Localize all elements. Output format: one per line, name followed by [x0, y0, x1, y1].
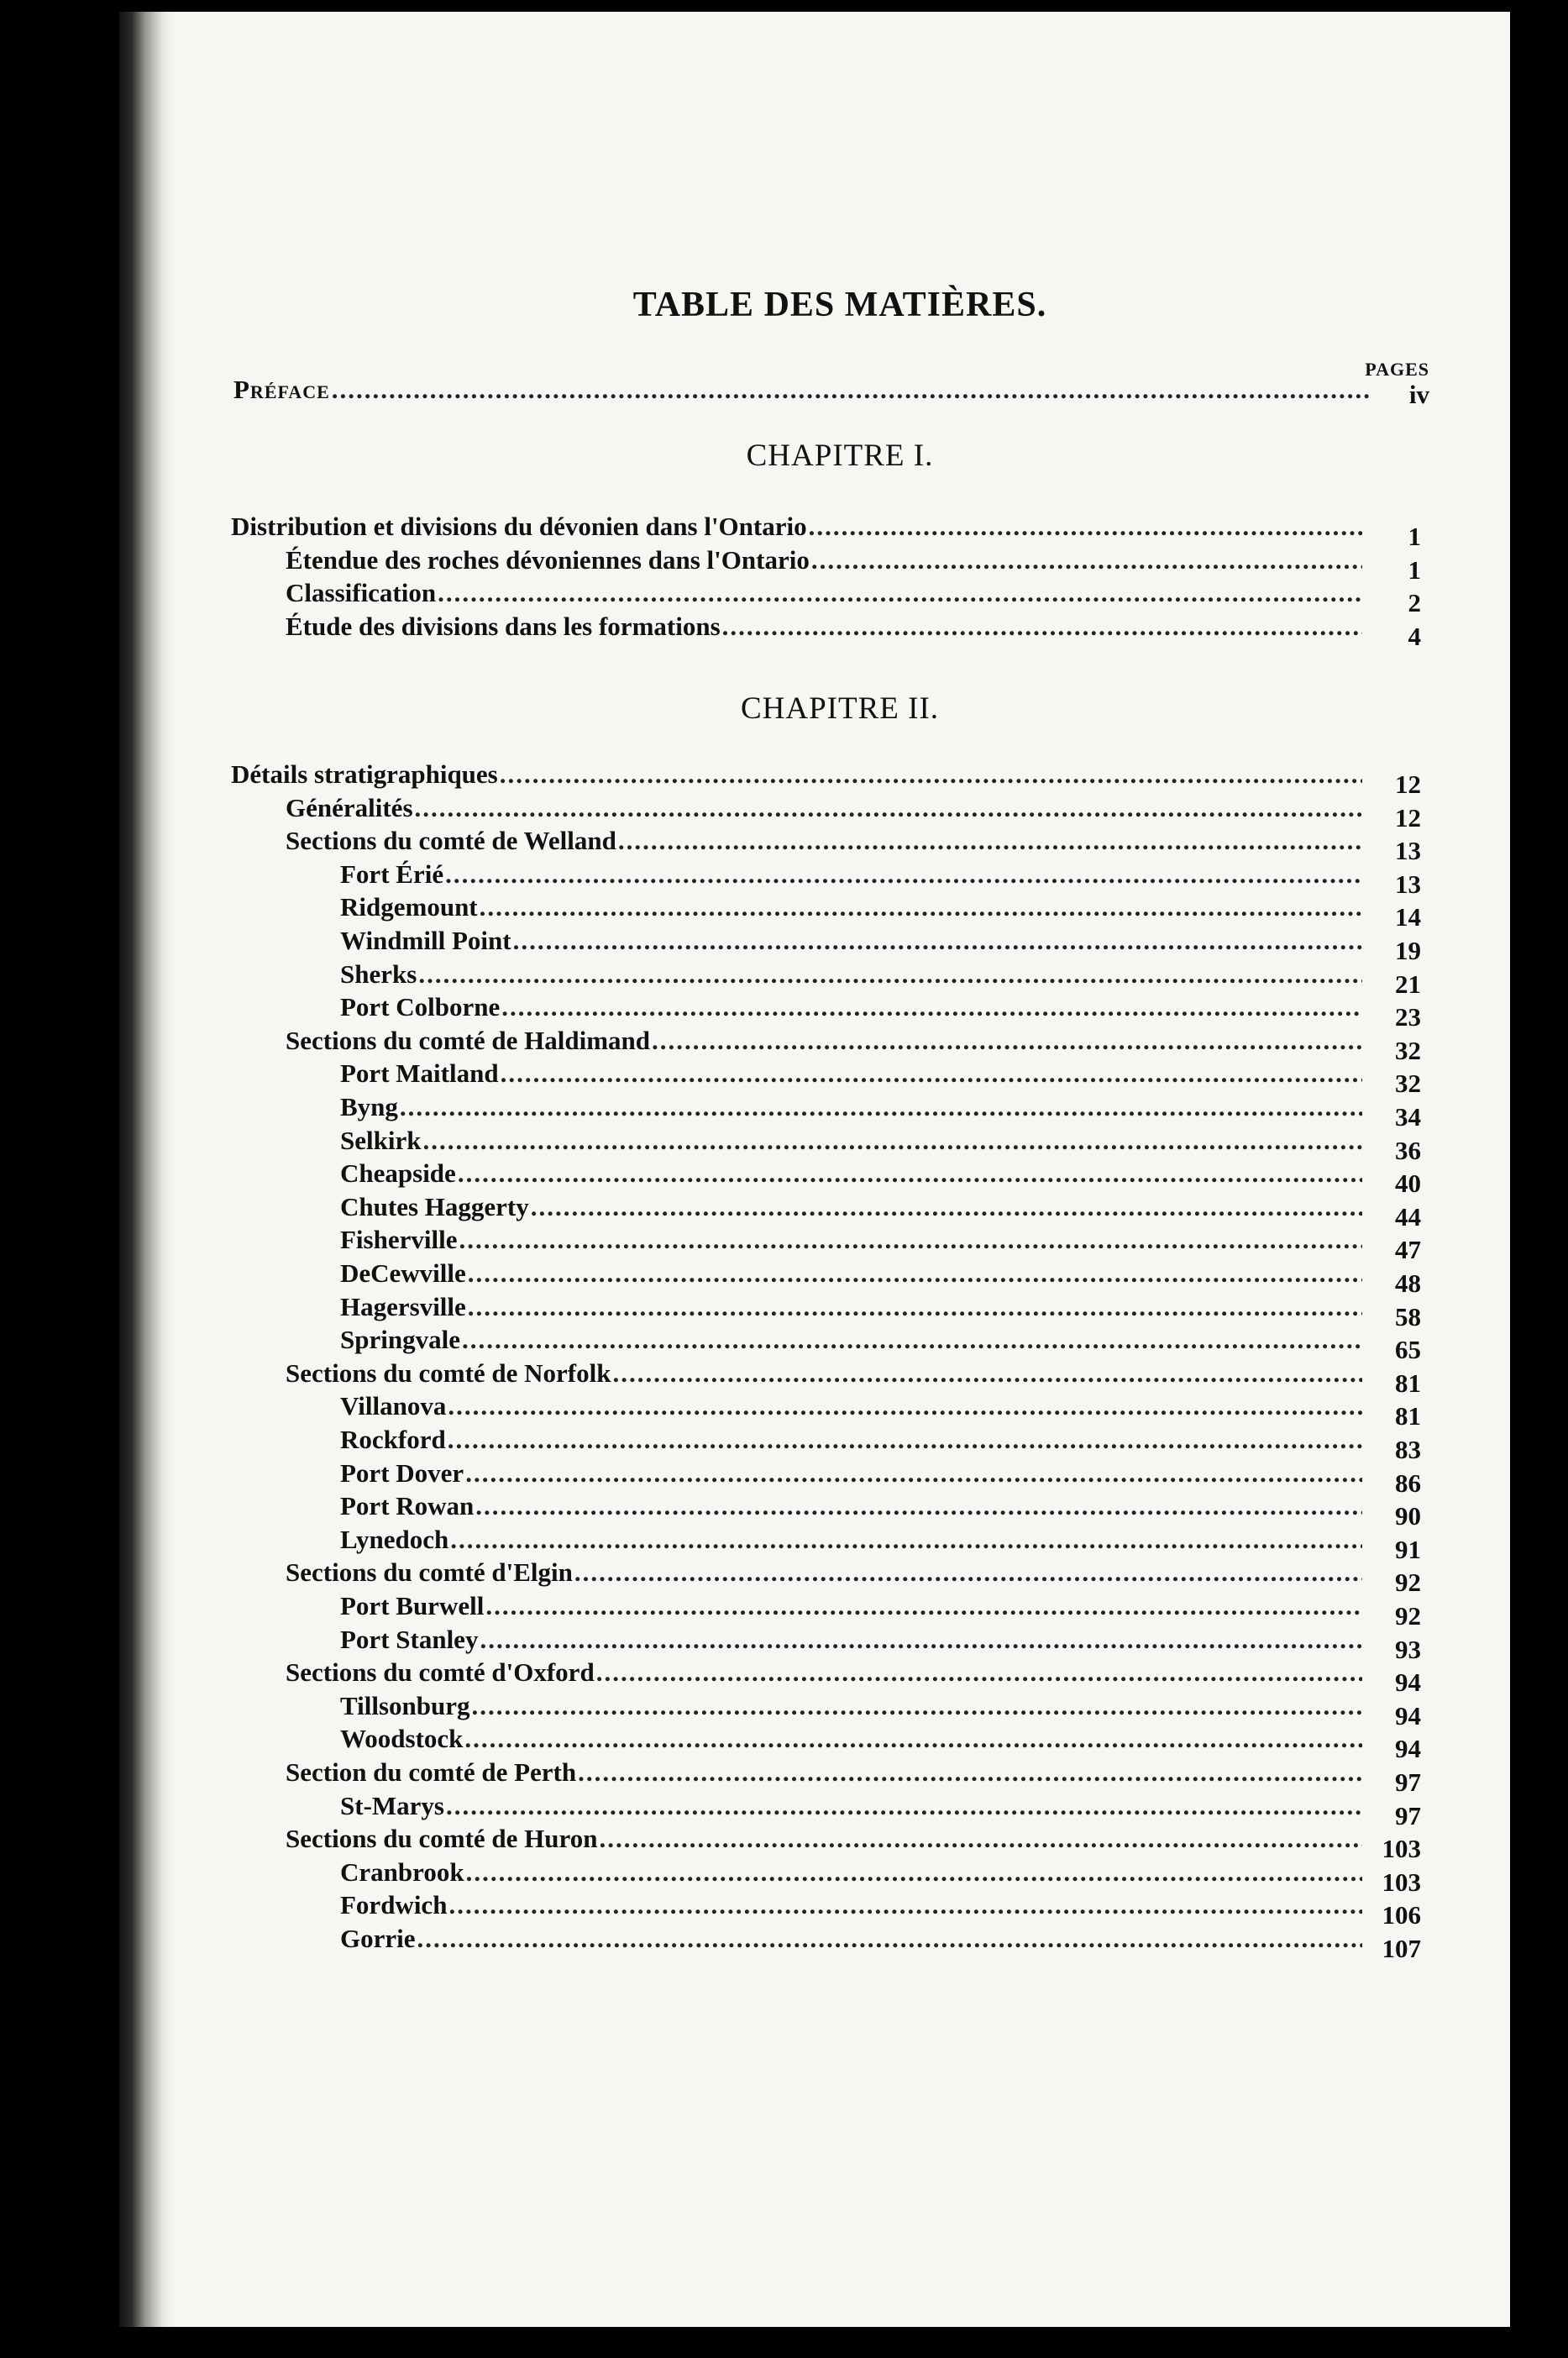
toc-entry-label: Sections du comté d'Oxford [286, 1657, 595, 1688]
toc-entry-page: 92 [1395, 1601, 1421, 1631]
toc-entry [340, 1491, 1421, 1531]
toc-entry-label: Détails stratigraphiques [231, 759, 498, 789]
toc-entry-page: 36 [1395, 1135, 1421, 1165]
toc-entry-label: Port Dover [340, 1457, 464, 1488]
toc-entry-page: 58 [1395, 1301, 1421, 1331]
toc-entry-page: 12 [1395, 769, 1421, 799]
leader-dots [501, 992, 1362, 1022]
toc-entry [340, 1924, 1421, 1963]
toc-entry [286, 611, 1421, 651]
leader-dots [722, 612, 1362, 642]
toc-entry-label: Classification [286, 578, 437, 608]
toc-entry-page: 14 [1395, 902, 1421, 932]
toc-entry-page: 2 [1408, 588, 1421, 618]
toc-entry-label: Lynedoch [340, 1524, 449, 1554]
leader-dots [513, 926, 1362, 956]
toc-entry-page: 47 [1395, 1235, 1421, 1265]
toc-entry-page: 65 [1395, 1335, 1421, 1365]
leader-dots [450, 1525, 1362, 1555]
leader-dots [448, 1890, 1362, 1920]
toc-entry [340, 859, 1421, 899]
toc-entry [340, 958, 1421, 999]
toc-entry-label: Hagersville [340, 1291, 466, 1321]
toc-entry-label: Villanova [340, 1391, 447, 1421]
toc-entry-page: 97 [1395, 1767, 1421, 1797]
leader-dots [501, 1058, 1362, 1089]
toc-entry-label: St-Marys [340, 1790, 444, 1820]
leader-dots [618, 826, 1362, 856]
leader-dots [464, 1724, 1362, 1754]
toc-entry [340, 1391, 1421, 1431]
toc-entry-page: 1 [1408, 554, 1421, 585]
toc-entry-page: 97 [1395, 1800, 1421, 1830]
leader-dots [480, 1625, 1362, 1655]
toc-entry [340, 1291, 1421, 1331]
leader-dots [438, 578, 1362, 608]
toc-entry-page: 4 [1408, 621, 1421, 651]
leader-dots [418, 959, 1362, 990]
toc-entry [340, 1457, 1421, 1498]
toc-entry-page: 19 [1395, 936, 1421, 965]
toc-entry-label: Gorrie [340, 1924, 416, 1953]
toc-entry [340, 1790, 1421, 1830]
toc-entry [286, 1757, 1421, 1797]
toc-entry [340, 1624, 1421, 1664]
leader-dots [472, 1691, 1362, 1721]
leader-dots [468, 1292, 1362, 1322]
toc-entry [340, 1125, 1421, 1165]
toc-entry-label: Généralités [286, 792, 413, 822]
leader-dots [475, 1491, 1362, 1521]
leader-dots [596, 1657, 1362, 1688]
toc-entry-page: 92 [1395, 1568, 1421, 1598]
toc-entry [286, 544, 1421, 585]
toc-entry [340, 1890, 1421, 1930]
toc-entry-label: Port Rowan [340, 1491, 475, 1521]
toc-entry-label: Woodstock [340, 1724, 464, 1754]
toc-entry-page: 90 [1395, 1501, 1421, 1531]
toc-entry-page: iv [1408, 380, 1429, 409]
toc-entry-label: Fort Érié [340, 859, 444, 889]
leader-dots [531, 1192, 1362, 1222]
leader-dots [415, 793, 1362, 823]
toc-entry [286, 1358, 1421, 1398]
toc-entry [231, 512, 1421, 551]
leader-dots [500, 759, 1362, 790]
toc-entry-label: Sections du comté de Huron [286, 1824, 598, 1854]
toc-entry-page: 12 [1395, 802, 1421, 832]
toc-entry [340, 892, 1421, 932]
toc-entry-page: 81 [1395, 1401, 1421, 1431]
toc-entry [340, 926, 1421, 965]
chapter-heading: CHAPITRE I. [746, 439, 934, 473]
toc-entry [340, 1058, 1421, 1099]
toc-entry-label: Sections du comté d'Elgin [286, 1557, 573, 1588]
toc-entry [340, 1158, 1421, 1199]
toc-entry-page: 83 [1395, 1435, 1421, 1464]
leader-dots [448, 1425, 1362, 1455]
document-page [119, 12, 1510, 2327]
toc-entry-page: 103 [1382, 1867, 1421, 1897]
toc-entry-label: Port Stanley [340, 1624, 479, 1654]
leader-dots [574, 1557, 1362, 1588]
toc-entry [286, 826, 1421, 866]
toc-entry-label: Section du comté de Perth [286, 1757, 577, 1787]
toc-entry-label: Chutes Haggerty [340, 1191, 529, 1221]
leader-dots [459, 1225, 1362, 1255]
toc-entry-label: Distribution et divisions du dévonien dans l'Ontario [231, 512, 807, 541]
toc-entry-page: 107 [1382, 1934, 1421, 1963]
toc-entry-label: DeCewville [340, 1258, 466, 1288]
toc-entry-label: Byng [340, 1092, 398, 1121]
toc-entry [286, 1025, 1421, 1065]
toc-entry-label: Springvale [340, 1325, 460, 1355]
toc-entry-page: 34 [1395, 1102, 1421, 1132]
toc-entry [340, 1191, 1421, 1232]
toc-entry [340, 1724, 1421, 1764]
toc-entry-label: Cranbrook [340, 1856, 464, 1887]
toc-entry-page: 94 [1395, 1700, 1421, 1730]
toc-entry-label: Port Colborne [340, 992, 501, 1022]
leader-dots [448, 1391, 1362, 1421]
toc-entry-label: Fordwich [340, 1890, 448, 1920]
toc-entry [286, 578, 1421, 618]
toc-entry-label: Selkirk [340, 1125, 422, 1155]
toc-entry [231, 759, 1421, 799]
toc-entry-page: 23 [1395, 1002, 1421, 1032]
toc-entry [286, 1657, 1421, 1698]
toc-entry [340, 1591, 1421, 1631]
toc-entry-label: Port Maitland [340, 1058, 499, 1089]
toc-entry-label: Étude des divisions dans les formations [286, 611, 721, 641]
leader-dots [466, 1857, 1362, 1888]
toc-entry [340, 1325, 1421, 1365]
toc-entry-label: Rockford [340, 1425, 446, 1454]
toc-entry-page: 94 [1395, 1667, 1421, 1698]
leader-dots [400, 1092, 1362, 1122]
toc-entry [340, 992, 1421, 1032]
toc-entry-page: 40 [1395, 1168, 1421, 1199]
leader-dots [332, 375, 1371, 405]
toc-entry [340, 1425, 1421, 1464]
leader-dots [652, 1026, 1362, 1056]
toc-entry [340, 1258, 1421, 1298]
toc-entry-page: 48 [1395, 1268, 1421, 1298]
leader-dots [468, 1258, 1362, 1289]
leader-dots [445, 859, 1362, 890]
toc-entry-label: Fisherville [340, 1225, 458, 1255]
toc-entry-page: 86 [1395, 1468, 1421, 1498]
toc-entry-page: 91 [1395, 1534, 1421, 1564]
toc-entry-label: Étendue des roches dévoniennes dans l'Ontario [286, 544, 810, 575]
toc-entry-page: 21 [1395, 969, 1421, 999]
toc-entry-label: Tillsonburg [340, 1690, 470, 1720]
leader-dots [462, 1325, 1362, 1355]
toc-entry-page: 94 [1395, 1734, 1421, 1764]
leader-dots [480, 892, 1362, 922]
toc-entry-label: Windmill Point [340, 926, 511, 955]
toc-entry [340, 1856, 1421, 1897]
toc-entry [286, 792, 1421, 832]
leader-dots [458, 1158, 1362, 1189]
toc-entry [286, 1824, 1421, 1864]
toc-entry-page: 32 [1395, 1035, 1421, 1065]
toc-entry-label: Ridgemount [340, 892, 478, 922]
leader-dots [811, 545, 1362, 575]
toc-entry [340, 1225, 1421, 1265]
toc-entry-page: 103 [1382, 1834, 1421, 1864]
leader-dots [417, 1924, 1362, 1954]
book-binding-shadow [119, 12, 175, 2327]
document-title: TABLE DES MATIÈRES. [632, 286, 1047, 324]
toc-entry-label: Sections du comté de Welland [286, 826, 616, 856]
leader-dots [446, 1791, 1362, 1821]
toc-entry-preface [233, 375, 1429, 408]
leader-dots [578, 1757, 1362, 1788]
leader-dots [612, 1358, 1362, 1389]
chapter-heading: CHAPITRE II. [740, 691, 940, 726]
leader-dots [465, 1458, 1362, 1489]
toc-entry [340, 1092, 1421, 1132]
toc-entry [340, 1524, 1421, 1564]
toc-entry-page: 13 [1395, 869, 1421, 899]
toc-entry-page: 1 [1408, 522, 1421, 551]
leader-dots [422, 1126, 1362, 1156]
leader-dots [599, 1824, 1362, 1854]
toc-entry [340, 1690, 1421, 1730]
toc-entry-label: Sections du comté de Haldimand [286, 1025, 651, 1055]
toc-entry-page: 106 [1382, 1900, 1421, 1930]
pages-column-label: PAGES [1365, 359, 1429, 380]
toc-entry-label: Préface [233, 375, 330, 404]
toc-entry-page: 32 [1395, 1069, 1421, 1099]
toc-entry-label: Port Burwell [340, 1591, 485, 1620]
toc-entry-page: 13 [1395, 836, 1421, 866]
toc-entry-page: 93 [1395, 1634, 1421, 1664]
toc-entry-label: Cheapside [340, 1158, 456, 1189]
toc-entry-label: Sections du comté de Norfolk [286, 1358, 611, 1388]
leader-dots [485, 1591, 1362, 1621]
toc-entry-page: 81 [1395, 1368, 1421, 1398]
toc-entry-label: Sherks [340, 958, 417, 989]
leader-dots [809, 512, 1362, 542]
toc-entry [286, 1557, 1421, 1598]
toc-entry-page: 44 [1395, 1201, 1421, 1232]
